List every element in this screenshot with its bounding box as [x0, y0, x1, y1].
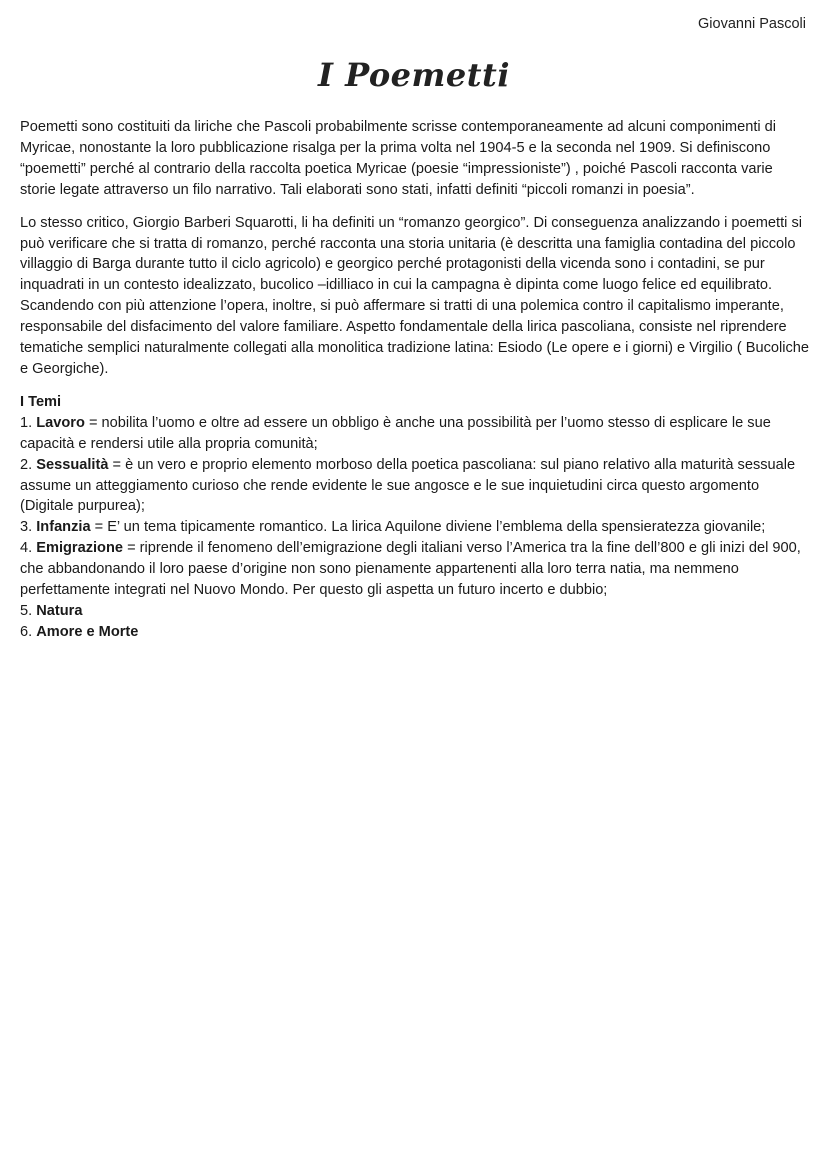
intro-paragraph: Poemetti sono costituiti da liriche che Pascoli probabilmente scrisse contemporaneamente ad alcuni componimenti di Myricae, nonostante la loro pubblicazione risalga per la prima volta nel 1904-5 e la seconda nel 1909. Si definiscono “poemetti” perché al contrario della raccolta poetica Myricae (poesie “impressioniste”) , poiché Pascoli racconta varie storie legate attraverso un filo narrativo. Tali elaborati sono stati, infatti definiti “piccoli romanzi in poesia”.	[20, 119, 777, 198]
theme-name: Amore e Morte	[36, 623, 139, 640]
theme-number: 3.	[20, 519, 33, 536]
theme-number: 1.	[20, 414, 33, 431]
theme-name: Lavoro	[36, 414, 85, 431]
theme-number: 6.	[20, 623, 33, 640]
theme-item	[20, 517, 810, 538]
document-title: I Poemetti	[318, 56, 510, 94]
document-body	[20, 117, 810, 643]
theme-name: Infanzia	[36, 519, 91, 536]
themes-heading: I Temi	[20, 393, 62, 410]
theme-name: Natura	[36, 602, 83, 619]
theme-number: 2.	[20, 456, 33, 473]
theme-item	[20, 413, 810, 455]
theme-description: = è un vero e proprio elemento morboso della poetica pascoliana: sul piano relativo alla maturità sessuale assume un atteggiamento curioso che rende evidente le sue angosce e le sue inquietudini circa questo argomento (Digitale purpurea);	[20, 456, 796, 515]
theme-name: Sessualità	[36, 456, 109, 473]
theme-description: = riprende il fenomeno dell’emigrazione degli italiani verso l’America tra la fine dell’800 e gli inizi del 900, che abbandonando il loro paese d’origine non sono pienamente appartenenti alla loro terra natia, ma nemmeno perfettamente integrati nel Nuovo Mondo. Per questo gli aspetta un futuro incerto e dubbio;	[20, 540, 801, 599]
critic-paragraph: Lo stesso critico, Giorgio Barberi Squarotti, li ha definiti un “romanzo georgico”. Di conseguenza analizzando i poemetti si può verificare che si tratta di romanzo, perché racconta una storia unitaria (è descritta una famiglia contadina del piccolo villaggio di Barga durante tutto il ciclo agricolo) e georgico perché protagonisti della vicenda sono i contadini, se pur inquadrati in un contesto idealizzato, bucolico –idilliaco in cui la campagna è dipinta come luogo felice ed equilibrato. Scandendo con più attenzione l’opera, inoltre, si può affermare si tratti di una polemica contro il capitalismo imperante, responsabile del disfacimento del valore familiare. Aspetto fondamentale della lirica pascoliana, consiste nel riprendere tematiche semplici naturalmente collegati alla monolitica tradizione latina: Esiodo (Le opere e i giorni) e Virgilio ( Bucoliche e Georgiche).	[20, 214, 810, 377]
theme-number: 4.	[20, 540, 33, 557]
theme-item	[20, 538, 810, 601]
theme-item	[20, 455, 810, 518]
theme-item	[20, 622, 810, 643]
theme-name: Emigrazione	[36, 540, 124, 557]
theme-description: = nobilita l’uomo e oltre ad essere un obbligo è anche una possibilità per l’uomo stesso di esplicare le sue capacità e rendersi utile alla propria comunità;	[20, 414, 771, 452]
themes-section	[20, 392, 810, 643]
theme-item	[20, 601, 810, 622]
theme-number: 5.	[20, 602, 33, 619]
theme-description: = E’ un tema tipicamente romantico. La lirica Aquilone diviene l’emblema della spensieratezza giovanile;	[90, 519, 766, 536]
header-author: Giovanni Pascoli	[698, 16, 806, 32]
